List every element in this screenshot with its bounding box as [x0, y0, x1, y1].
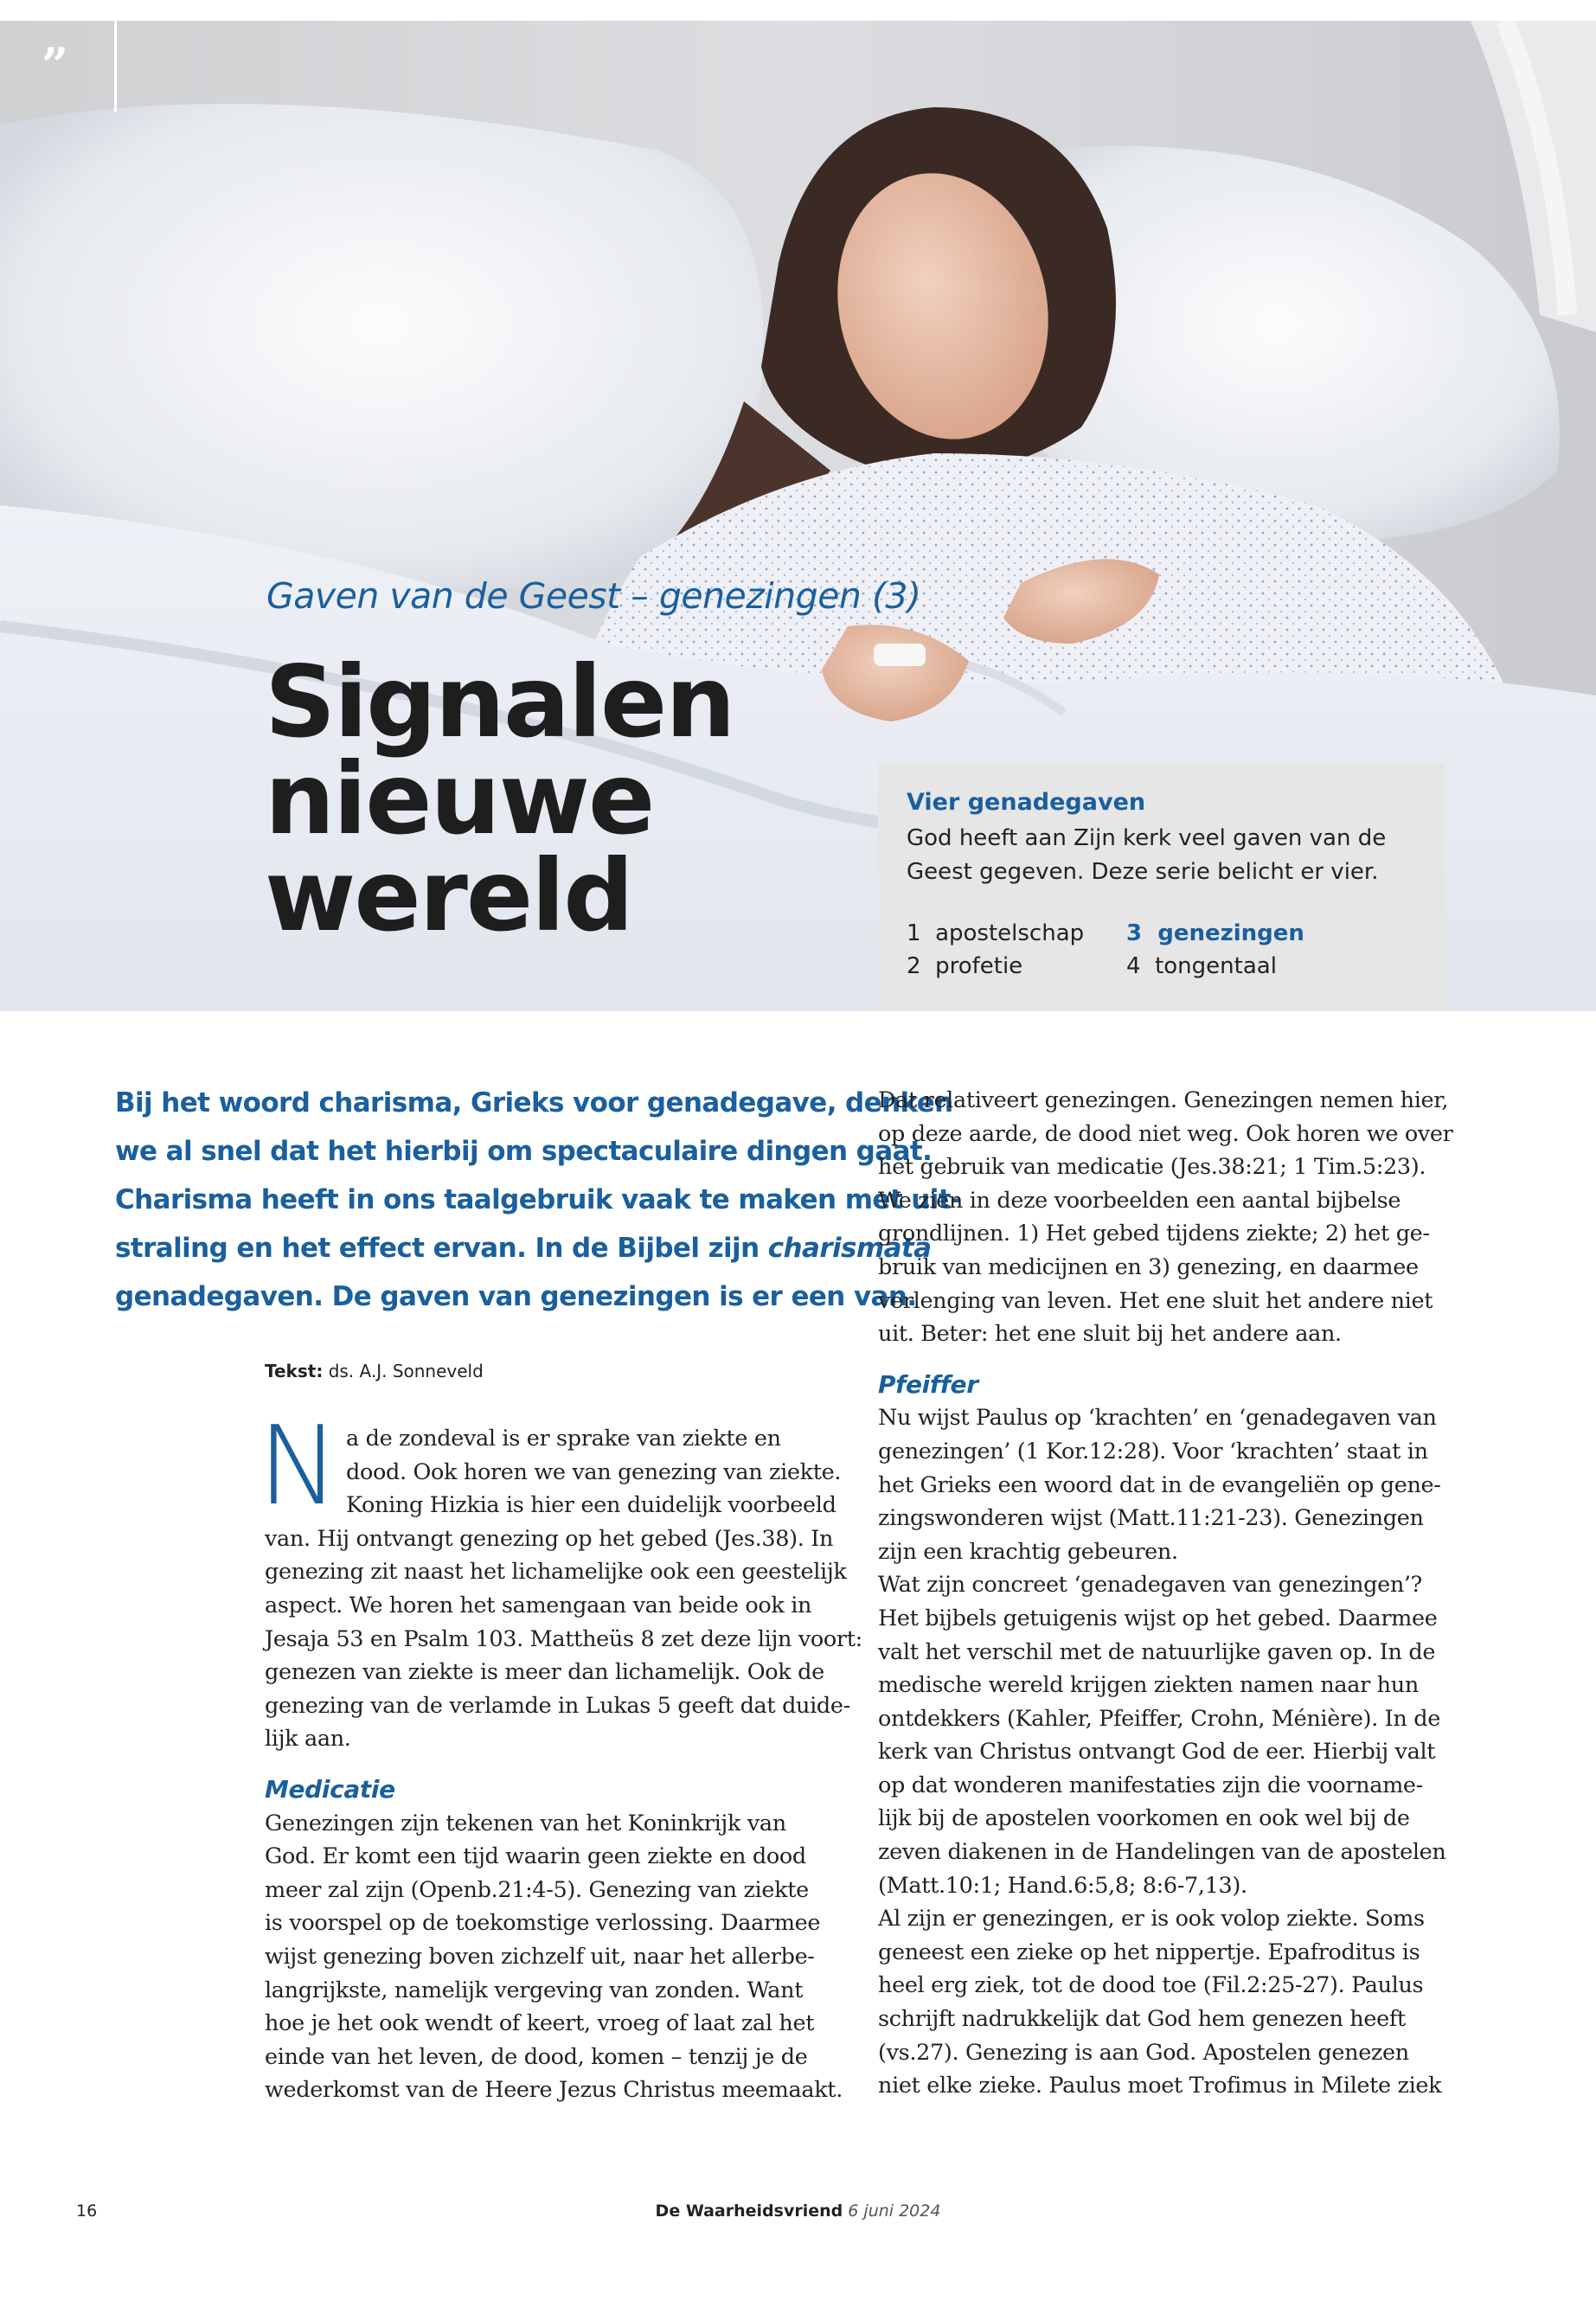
title-line: Signalen [265, 644, 734, 760]
series-item: 4 tongentaal [1126, 953, 1277, 979]
page-number: 16 [76, 2202, 98, 2221]
quote-divider [114, 21, 117, 112]
subheading-medicatie: Medicatie [265, 1774, 395, 1804]
body-column-left: a de zondeval is er sprake van ziekte en dood. Ook horen we van genezing van ziekte. Koning Hizkia is hier een duidelijk voorbeeld van. Hij ontvangt genezing op het gebed (Jes.38). In genezing zit naast het lichamelijke ook een geestelijk aspect. We horen het samengaan van beide ook in Jesaja 53 en Psalm 103. Mattheüs 8 zet deze lijn voort: genezen van ziekte is meer dan lichamelijk. Ook de genezing van de verlamde in Lukas 5 geeft dat duide- lijk aan. Medicatie Genezingen zijn tekenen van het Koninkrijk van God. Er komt een tijd waarin geen ziekte en dood meer zal zijn (Openb.21:4-5). Genezing van ziekte is voorspel op de toekomstige verlossing. Daarmee wijst genezing boven zichzelf uit, naar het allerbe- langrijkste, namelijk vergeving van zonden. Want hoe je het ook wendt of keert, vroeg of laat zal het einde van het leven, de dood, komen – tenzij je de wederkomst van de Heere Jezus Christus meemaakt. [265, 1426, 862, 2104]
drop-cap: N [258, 1402, 340, 1529]
series-label: Gaven van de Geest – genezingen (3) [266, 575, 921, 617]
info-box-title: Vier genadegaven [907, 789, 1146, 816]
magazine-footer: De Waarheidsvriend 6 juni 2024 [655, 2202, 941, 2221]
quote-icon: ” [42, 37, 69, 93]
byline: Tekst: ds. A.J. Sonneveld [265, 1361, 484, 1381]
title-line: nieuwe [265, 741, 654, 856]
lead-italic-term: charismata [767, 1233, 932, 1264]
series-item: 2 profetie [907, 953, 1023, 979]
series-item: 1 apostelschap [907, 920, 1085, 946]
title-line: wereld [265, 838, 632, 953]
article-lead: Bij het woord charisma, Grieks voor genadegave, denken we al snel dat het hierbij om spectaculaire dingen gaat. Charisma heeft in ons taalgebruik vaak te maken met uit- straling en het effect ervan. In de Bijbel zijn charismata genadegaven. De gaven van genezingen is er een van. [115, 1087, 962, 1312]
subheading-pfeiffer: Pfeiffer [878, 1369, 978, 1399]
series-info-box [878, 763, 1445, 1011]
info-box-intro: God heeft aan Zijn kerk veel gaven van de Geest gegeven. Deze serie belicht er vier. [907, 825, 1387, 885]
series-item-current: 3 genezingen [1126, 920, 1304, 946]
article-title [265, 644, 734, 953]
body-column-right: Dat relativeert genezingen. Genezingen nemen hier, op deze aarde, de dood niet weg. Ook horen we over het gebruik van medicatie (Jes.38:21; 1 Tim.5:23). We zien in deze voorbeelden een aantal bijbelse grondlijnen. 1) Het gebed tijdens ziekte; 2) het ge- bruik van medicijnen en 3) genezing, en daarmee verlenging van leven. Het ene sluit het andere niet uit. Beter: het ene sluit bij het andere aan. Pfeiffer Nu wijst Paulus op ‘krachten’ en ‘genadegaven van genezingen’ (1 Kor.12:28). Voor ‘krachten’ staat in het Grieks een woord dat in de evangeliën op gene- zingswonderen wijst (Matt.11:21-23). Genezingen zijn een krachtig gebeuren. Wat zijn concreet ‘genadegaven van genezingen’? Het bijbels getuigenis wijst op het gebed. Daarmee valt het verschil met de natuurlijke gaven op. In de medische wereld krijgen ziekten namen naar hun ontdekkers (Kahler, Pfeiffer, Crohn, Ménière). In de kerk van Christus ontvangt God de eer. Hierbij valt op dat wonderen manifestaties zijn die voorname- lijk bij de apostelen voorkomen en ook wel bij de zeven diakenen in de Handelingen van de apostelen (Matt.10:1; Hand.6:5,8; 8:6-7,13). Al zijn er genezingen, er is ook volop ziekte. Soms geneest een zieke op het nippertje. Epafroditus is heel erg ziek, tot de dood toe (Fil.2:25-27). Paulus schrijft nadrukkelijk dat God hem genezen heeft (vs.27). Genezing is aan God. Apostelen genezen niet elke zieke. Paulus moet Trofimus in Milete ziek [878, 1087, 1453, 2099]
